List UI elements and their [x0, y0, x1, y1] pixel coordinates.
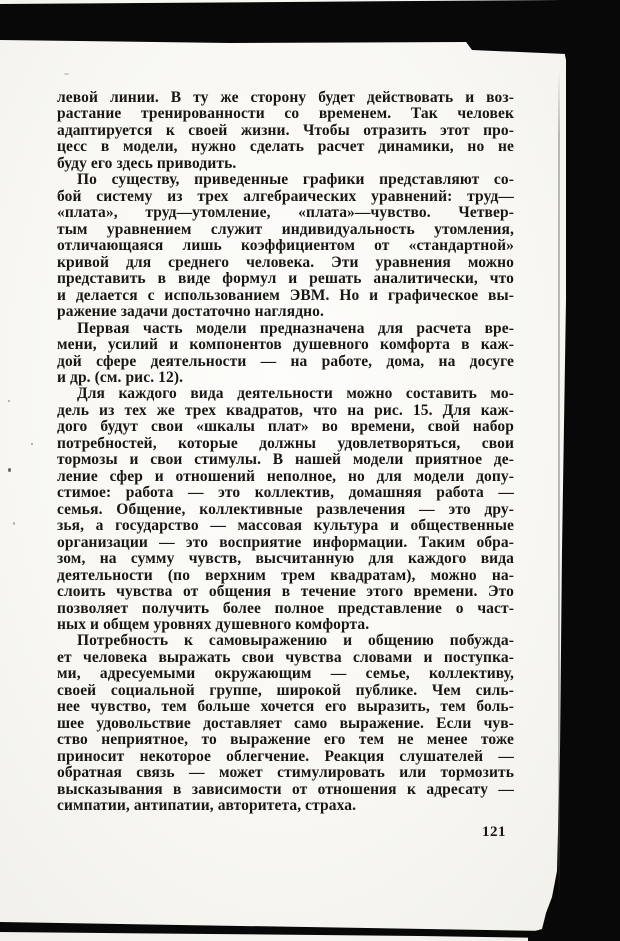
text-line-p4-l15: ных и общем уровнях душевного комфорта.: [57, 616, 370, 633]
text-line-p2-l4: тым уравнением служит индивидуальность утомления,: [57, 220, 514, 238]
page-number: 121: [482, 824, 506, 840]
text-line-p2-l2: бой систему из трех алгебраических уравнений: труд—: [57, 187, 514, 205]
text-line-p4-l1: Для каждого вида деятельности можно составить мо-: [77, 385, 514, 403]
text-line-p5-l9: обратная связь — может стимулировать или тормозить: [57, 764, 514, 782]
text-line-p3-l4: и др. (см. рис. 12).: [57, 368, 184, 386]
text-line-p5-l8: приносит некоторое облегчение. Реакция слушателей —: [57, 747, 514, 765]
text-line-p5-l6: шее удовольствие доставляет само выражение. Если чув-: [57, 714, 514, 732]
text-line-p2-l5: отличающаяся лишь коэффициентом от «стандартной»: [57, 237, 514, 255]
scan-speck: [31, 443, 33, 445]
page-edge-line: [558, 70, 560, 900]
text-line-p2-l3: «плата», труд—утомление, «плата»—чувство. Четвер-: [57, 204, 514, 222]
scan-speck: [8, 468, 11, 472]
text-line-p1-l1: левой линии. В ту же сторону будет действовать и воз-: [57, 89, 514, 106]
text-line-p3-l3: дой сфере деятельности — на работе, дома, на досуге: [57, 352, 514, 370]
text-line-p4-l2: дель из тех же трех квадратов, что на рис. 15. Для каж-: [57, 401, 514, 419]
text-line-p2-l8: и делается с использованием ЭВМ. Но и графическое вы-: [57, 286, 514, 304]
scan-speck: [13, 522, 15, 525]
scan-speck: [8, 400, 10, 402]
text-line-p5-l10: высказывания в зависимости от отношения к адресату —: [57, 780, 514, 798]
text-line-p4-l4: потребностей, которые должны удовлетворяться, свои: [57, 434, 514, 452]
text-line-p1-l4: цесс в модели, нужно сделать расчет динамики, но не: [57, 138, 514, 156]
text-line-p5-l1: Потребность к самовыражению и общению побужда-: [77, 632, 514, 650]
text-line-p5-l5: нее чувство, тем больше хочется его выразить, тем боль-: [57, 698, 514, 716]
text-line-p4-l8: семья. Общение, коллективные развлечения — это дру-: [57, 500, 514, 518]
text-line-p4-l14: позволяет получить более полное представление о част-: [57, 599, 514, 617]
text-line-p5-l11: симпатии, антипатии, авторитета, страха.: [57, 797, 357, 815]
text-line-p4-l9: зья, а государство — массовая культура и общественные: [57, 517, 514, 535]
text-line-p5-l7: ство неприятное, то выражение его тем не менее тоже: [57, 731, 514, 749]
scan-speck: [64, 73, 69, 75]
text-line-p4-l11: зом, на сумму чувств, высчитанную для каждого вида: [57, 550, 514, 568]
text-line-p2-l7: представить в виде формул и решать аналитически, что: [57, 270, 514, 288]
text-line-p5-l2: ет человека выражать свои чувства словами и поступка-: [57, 648, 514, 666]
text-line-p4-l13: слоить чувства от общения в течение этого времени. Это: [57, 583, 514, 601]
text-line-p1-l2: растание тренированности со временем. Так человек: [57, 105, 514, 123]
scan-edge-bottom: [0, 918, 548, 941]
text-line-p4-l5: тормозы и свои стимулы. В нашей модели приятное де-: [57, 451, 514, 469]
text-line-p4-l3: дого будут свои «шкалы плат» во времени, свой набор: [57, 418, 514, 436]
text-line-p3-l1: Первая часть модели предназначена для расчета вре-: [77, 319, 514, 337]
text-line-p2-l9: ражение задачи достаточно наглядно.: [57, 303, 324, 321]
text-line-p4-l12: деятельности (по верхним трем квадратам), можно на-: [57, 566, 514, 584]
text-line-p5-l3: ми, адресуемыми окружающим — семье, коллективу,: [57, 665, 514, 683]
text-line-p3-l2: мени, усилий и компонентов душевного комфорта в каж-: [57, 336, 514, 354]
text-line-p4-l7: стимое: работа — это коллектив, домашняя работа —: [57, 484, 514, 502]
page-text-block: [57, 90, 514, 815]
scan-edge-right: [528, 0, 620, 941]
text-line-p5-l4: своей социальной группе, широкой публике. Чем силь-: [57, 681, 514, 699]
text-line-p2-l1: По существу, приведенные графики представляют со-: [77, 171, 514, 189]
text-line-p1-l3: адаптируется к своей жизни. Чтобы отразить этот про-: [57, 121, 514, 139]
scan-edge-top: [0, 0, 566, 54]
text-line-p2-l6: кривой для среднего человека. Эти уравнения можно: [57, 253, 514, 271]
text-line-p1-l5: буду его здесь приводить.: [57, 154, 237, 172]
text-line-p4-l10: организации — это восприятие информации. Таким обра-: [57, 533, 514, 551]
text-line-p4-l6: ление сфер и отношений неполное, но для модели допу-: [57, 467, 514, 485]
